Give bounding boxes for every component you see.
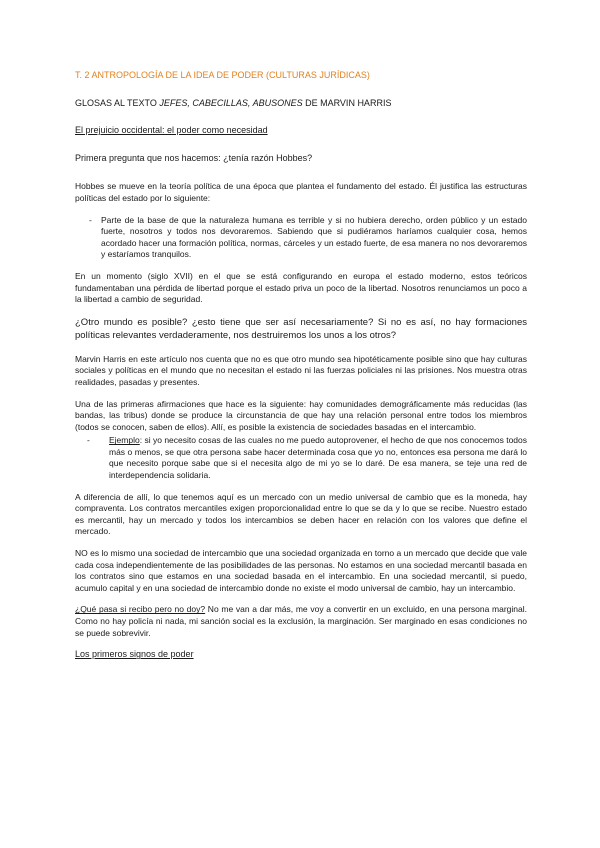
- bullet-dash: -: [87, 435, 90, 446]
- example-text: : si yo necesito cosas de las cuales no me puedo autoprovener, el hecho de que nos conocemos todos más o menos, se que otra persona sabe hacer determinada cosa que yo no, entonces esa persona me dará lo que necesito porque sabe que si el necesita algo de mi yo se lo daré. De esa manera, se teje una red de interdependencia solidaria.: [109, 435, 527, 481]
- paragraph-siglo-xvii: En un momento (siglo XVII) en el que se está configurando en europa el estado moderno, estos teóricos fundamentaban una pérdida de libertad porque el estado priva un poco de la libertad. Nosotros renunciamos un poco a la libertad a cambio de seguridad.: [75, 270, 527, 305]
- bullet-text: Parte de la base de que la naturaleza humana es terrible y si no hubiera derecho, orden público y un estado fuerte, nosotros y todos nos devoraremos. Sabiendo que si pudiéramos haríamos cualquier cosa, hemos acordado hacer una formación política, normas, cárceles y un estado fuerte, de esa manera no nos devoraremos y estaríamos tranquilos.: [101, 214, 527, 260]
- paragraph-hobbes: Hobbes se mueve en la teoría política de una época que plantea el fundamento del estado. Él justifica las estructuras políticas del estado por lo siguiente:: [75, 181, 527, 203]
- section-heading-prejuicio: El prejuicio occidental: el poder como necesidad: [75, 125, 268, 136]
- example-label: Ejemplo: [109, 435, 140, 446]
- recibo-question: ¿Qué pasa si recibo pero no doy?: [75, 604, 206, 615]
- glosas-prefix: GLOSAS AL TEXTO: [75, 97, 160, 108]
- paragraph-primeras-afirmaciones: Una de las primeras afirmaciones que hace es la siguiente: hay comunidades demográficamente más reducidas (las bandas, las tribus) donde se produce la circunstancia de que hay una relación personal entre todos los miembros (todos se conocen, saben de ellos). Allí, es posible la existencia de sociedades basadas en el intercambio.: [75, 398, 527, 432]
- bullet-dash: -: [89, 214, 92, 225]
- document-title: T. 2 ANTROPOLOGÍA DE LA IDEA DE PODER (CULTURAS JURÍDICAS): [75, 70, 370, 80]
- bullet-naturaleza-humana: [75, 215, 527, 261]
- section-heading-primeros-signos: Los primeros signos de poder: [75, 649, 194, 660]
- bullet-ejemplo: [75, 435, 527, 481]
- big-question: ¿Otro mundo es posible? ¿esto tiene que ser así necesariamente? Si no es así, no hay formaciones políticas relevantes verdaderamente, nos destruiremos los unos a los otros?: [75, 316, 527, 341]
- document-body: [75, 70, 527, 677]
- paragraph-recibo-no-doy: [75, 604, 527, 639]
- first-question: Primera pregunta que nos hacemos: ¿tenía razón Hobbes?: [75, 152, 313, 163]
- recibo-text: No me van a dar más, me voy a convertir en un excluido, en una persona marginal. Como no hay policía ni nada, mi sanción social es la exclusión, la marginación. Ser marginado en esas condiciones no se puede sobrevivir.: [75, 604, 527, 638]
- glosas-book-title: JEFES, CABECILLAS, ABUSONES: [159, 97, 303, 108]
- paragraph-marvin-harris: Marvin Harris en este artículo nos cuenta que no es que otro mundo sea hipotéticamente posible sino que hay culturas sociales y políticas en el mundo que no necesitan el estado ni las fuerzas policiales ni las prisiones. Nos muestra otras realidades, pasadas y presentes.: [75, 353, 527, 387]
- paragraph-mercado: A diferencia de allí, lo que tenemos aquí es un mercado con un medio universal de cambio que es la moneda, hay compraventa. Los contratos mercantiles exigen proporcionalidad entre lo que se da y lo que se recibe. Nuestro estado es mercantil, hay un mercado y todos los intercambios se deben hacer en relación con los valores que define el mercado.: [75, 491, 527, 537]
- glosas-suffix: DE MARVIN HARRIS: [302, 97, 392, 108]
- glosas-line: [75, 98, 527, 110]
- paragraph-sociedad-intercambio: NO es lo mismo una sociedad de intercambio que una sociedad organizada en torno a un mercado que decide que vale cada cosa independientemente de las posibilidades de las personas. No estamos en una sociedad mercantil basada en los contratos sino que estamos en una sociedad basada en el intercambio. En una sociedad mercantil, si puedo, acumulo capital y en una sociedad de intercambio donde no existe el modo universal de cambio, hay un intercambio.: [75, 548, 527, 593]
